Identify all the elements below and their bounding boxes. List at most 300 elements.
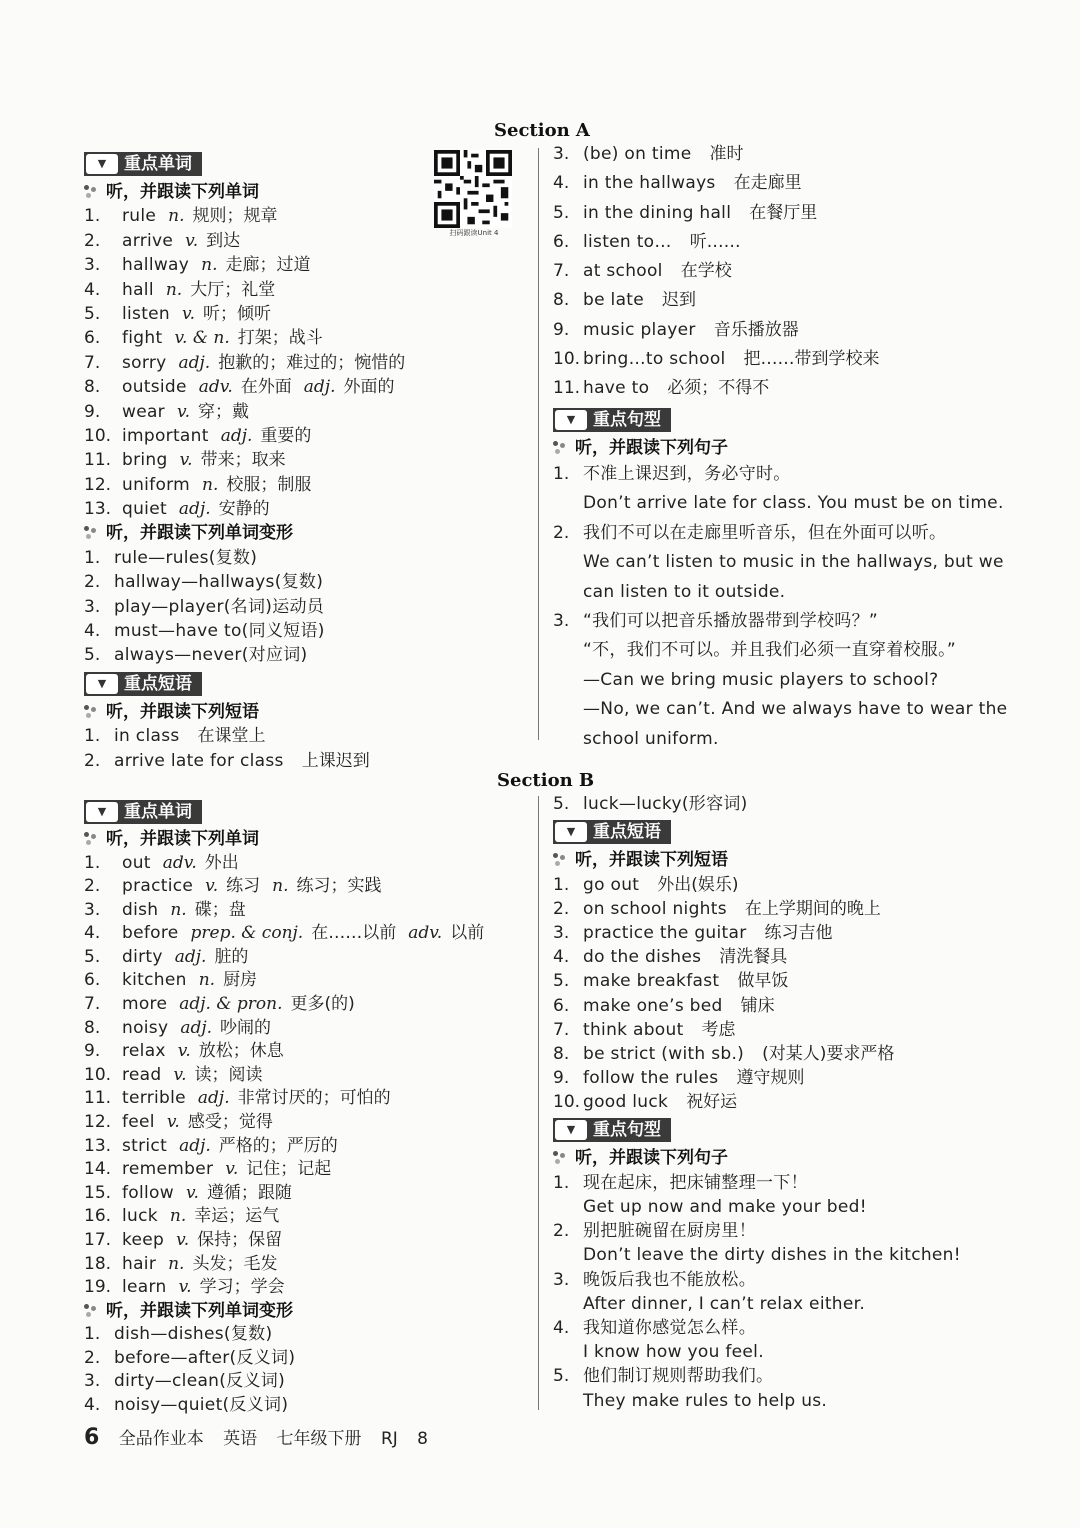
form-row	[84, 546, 405, 570]
phrase-chinese: 在课堂上	[197, 726, 266, 747]
item-number: 2.	[553, 898, 570, 919]
word-chinese: 读；阅读	[194, 1064, 263, 1085]
item-number: 1.	[84, 1324, 101, 1345]
word-row	[84, 326, 405, 350]
word-english: sorry	[122, 352, 167, 373]
item-number: 5.	[553, 1366, 570, 1387]
word-chinese: 头发；毛发	[192, 1253, 278, 1274]
word-row	[84, 1087, 484, 1111]
section-b-left-column	[84, 796, 484, 1418]
audio-dots-icon[interactable]	[84, 832, 98, 846]
chevron-down-icon: ▼	[555, 1120, 587, 1140]
word-row	[84, 400, 405, 424]
word-row	[84, 278, 405, 302]
word-chinese: 外出	[204, 852, 239, 873]
sentence-text: Don’t leave the dirty dishes in the kitchen!	[583, 1245, 961, 1266]
section-a-phrase-list-right	[553, 140, 1007, 404]
item-number: 3.	[553, 1269, 570, 1290]
phrase-row	[553, 257, 1007, 286]
phrase-chinese: 做早饭	[737, 971, 789, 992]
word-row	[84, 1017, 484, 1041]
item-number: 13.	[84, 1135, 112, 1156]
word-chinese: 厨房	[223, 970, 258, 991]
word-chinese-2: 以前	[450, 923, 485, 944]
sentence-text: We can’t listen to music in the hallways, but we	[583, 552, 1004, 573]
item-number: 10.	[84, 1064, 112, 1085]
word-english: learn	[122, 1277, 167, 1298]
section-b-listen-phrases-heading: 听，并跟读下列短语	[553, 848, 961, 872]
sentence-text: 我知道你感觉怎么样。	[583, 1317, 756, 1338]
item-number: 4.	[84, 621, 101, 642]
chevron-down-icon: ▼	[86, 802, 118, 822]
item-number: 5.	[84, 645, 101, 666]
form-text: dish—dishes(复数)	[114, 1324, 273, 1345]
part-of-speech: adj.	[180, 1017, 213, 1038]
item-number: 7.	[553, 261, 570, 282]
phrase-english: music player	[583, 319, 696, 340]
phrase-chinese: 祝好运	[686, 1092, 738, 1113]
sentence-line	[553, 578, 1007, 607]
part-of-speech: prep. & conj.	[190, 923, 304, 944]
word-chinese: 校服；制服	[226, 474, 312, 495]
form-text: must—have to(同义短语)	[114, 621, 325, 642]
sentence-text: 他们制订规则帮助我们。	[583, 1366, 774, 1387]
section-a-phrase-list-left	[84, 724, 405, 773]
section-b-forms-list-left	[84, 1323, 484, 1417]
column-divider-a	[538, 148, 539, 740]
section-a-forms-list	[84, 546, 405, 668]
phrase-row	[553, 921, 961, 945]
section-a-title: Section A	[494, 120, 590, 141]
word-english: before	[122, 923, 179, 944]
phrase-row	[553, 897, 961, 921]
item-number: 1.	[553, 1172, 570, 1193]
phrase-english: at school	[583, 261, 663, 282]
form-row	[84, 595, 405, 619]
sentence-text: 不准上课迟到，务必守时。	[583, 464, 791, 485]
item-number: 10.	[553, 349, 581, 370]
form-text: play—player(名词)运动员	[114, 596, 325, 617]
code: 8	[417, 1429, 428, 1449]
phrase-english: follow the rules	[583, 1068, 719, 1089]
word-english: important	[122, 425, 209, 446]
word-chinese: 大厅；礼堂	[190, 279, 276, 300]
phrase-english: have to	[583, 378, 650, 399]
section-a-word-list	[84, 204, 405, 521]
sentence-text: I know how you feel.	[583, 1342, 764, 1363]
item-number: 3.	[553, 922, 570, 943]
word-english: arrive	[122, 230, 174, 251]
item-number: 6.	[553, 231, 570, 252]
item-number: 2.	[84, 230, 101, 251]
sentence-line	[553, 1340, 961, 1364]
part-of-speech-2: n.	[272, 876, 289, 897]
phrase-row	[553, 169, 1007, 198]
item-number: 1.	[553, 464, 570, 485]
form-row	[84, 643, 405, 667]
word-chinese: 练习	[226, 876, 261, 897]
item-number: 9.	[553, 319, 570, 340]
word-chinese: 脏的	[214, 946, 249, 967]
phrase-english: in the dining hall	[583, 202, 732, 223]
phrase-chinese: 必须；不得不	[667, 378, 770, 399]
word-chinese: 保持；保留	[197, 1230, 283, 1250]
phrase-english: go out	[583, 874, 640, 895]
form-row	[84, 1394, 484, 1418]
phrase-row	[84, 724, 405, 748]
item-number: 9.	[84, 401, 101, 422]
word-english: dish	[122, 899, 159, 920]
part-of-speech: v.	[176, 401, 190, 422]
word-english: noisy	[122, 1017, 169, 1038]
word-chinese: 遵循；跟随	[206, 1182, 292, 1203]
word-chinese: 吵闹的	[220, 1017, 272, 1038]
word-chinese: 碟；盘	[194, 899, 246, 920]
phrase-chinese: 清洗餐具	[719, 947, 788, 968]
word-chinese: 走廊；过道	[225, 255, 311, 276]
word-chinese: 带来；取来	[200, 450, 286, 471]
phrase-row	[553, 969, 961, 993]
word-chinese: 记住；记起	[246, 1159, 332, 1180]
phrase-row	[553, 345, 1007, 374]
word-chinese: 非常讨厌的；可怕的	[237, 1088, 391, 1109]
form-row	[84, 619, 405, 643]
item-number: 7.	[84, 352, 101, 373]
word-english: remember	[122, 1159, 214, 1180]
word-row	[84, 1205, 484, 1229]
word-english: hair	[122, 1253, 157, 1274]
word-english: uniform	[122, 474, 191, 495]
form-text: always—never(对应词)	[114, 645, 308, 666]
item-number: 5.	[553, 971, 570, 992]
phrase-english: bring…to school	[583, 349, 726, 370]
word-row	[84, 1158, 484, 1182]
word-english: luck	[122, 1206, 158, 1227]
phrase-chinese: 听……	[689, 231, 741, 252]
word-chinese: 更多(的)	[290, 994, 355, 1015]
sentence-line	[553, 607, 1007, 636]
word-chinese: 安静的	[218, 499, 270, 520]
word-row	[84, 497, 405, 521]
word-chinese-2: 练习；实践	[296, 876, 382, 897]
sentence-line	[553, 1292, 961, 1316]
section-b-sentence-list	[553, 1171, 961, 1413]
phrase-english: practice the guitar	[583, 922, 747, 943]
audio-dots-icon[interactable]	[84, 185, 98, 199]
word-row	[84, 204, 405, 228]
part-of-speech: adj.	[178, 352, 211, 373]
qr-code-icon[interactable]	[434, 150, 512, 228]
item-number: 6.	[84, 328, 101, 349]
chevron-down-icon: ▼	[555, 410, 587, 430]
section-a-vocab-badge: ▼ 重点单词	[84, 152, 202, 176]
phrase-row	[553, 945, 961, 969]
word-row	[84, 899, 484, 923]
section-a-listen-words-heading: 听，并跟读下列单词	[84, 180, 405, 204]
section-a-right-column	[553, 140, 1007, 754]
item-number: 4.	[553, 1317, 570, 1338]
word-english: read	[122, 1064, 162, 1085]
section-a-left-column	[84, 148, 405, 773]
section-b-forms-list-right	[553, 792, 961, 816]
sentence-text: —Can we bring music players to school?	[583, 669, 939, 690]
sentence-line	[553, 1268, 961, 1292]
word-chinese: 幸运；运气	[194, 1206, 280, 1227]
item-number: 18.	[84, 1253, 112, 1274]
word-english: hallway	[122, 255, 190, 276]
form-text: noisy—quiet(反义词)	[114, 1395, 289, 1416]
part-of-speech: v.	[225, 1159, 239, 1180]
sentence-text: They make rules to help us.	[583, 1390, 828, 1411]
part-of-speech: v.	[177, 1041, 191, 1062]
item-number: 17.	[84, 1230, 112, 1250]
phrase-chinese: 外出(娱乐)	[657, 874, 739, 895]
phrase-row	[553, 140, 1007, 169]
part-of-speech: adj.	[174, 946, 207, 967]
word-english: rule	[122, 206, 157, 227]
item-number: 12.	[84, 1112, 112, 1133]
phrase-chinese: 铺床	[740, 995, 775, 1016]
word-chinese: 打架；战斗	[237, 328, 323, 349]
sentence-line	[553, 1364, 961, 1388]
item-number: 2.	[553, 522, 570, 543]
word-row	[84, 1135, 484, 1159]
sentence-line	[553, 489, 1007, 518]
phrase-english: (be) on time	[583, 144, 692, 164]
part-of-speech: v.	[176, 1230, 190, 1250]
part-of-speech: n.	[165, 279, 183, 300]
section-b-title: Section B	[497, 770, 595, 791]
part-of-speech: v.	[179, 450, 193, 471]
item-number: 3.	[84, 1371, 101, 1392]
form-row	[84, 1370, 484, 1394]
page-number: 6	[84, 1425, 100, 1450]
phrase-chinese: 遵守规则	[736, 1068, 805, 1089]
word-row	[84, 946, 484, 970]
part-of-speech: v.	[173, 1064, 187, 1085]
word-row	[84, 1276, 484, 1300]
word-chinese: 放松；休息	[198, 1041, 284, 1062]
part-of-speech-2: adv.	[408, 923, 443, 944]
word-row	[84, 253, 405, 277]
sentence-text: Get up now and make your bed!	[583, 1197, 867, 1218]
phrase-english: arrive late for class	[114, 750, 284, 771]
word-english: bring	[122, 450, 168, 471]
part-of-speech: v.	[185, 1182, 199, 1203]
section-a-phrase-badge: ▼ 重点短语	[84, 672, 202, 696]
book-title: 全品作业本	[118, 1429, 204, 1449]
word-english: relax	[122, 1041, 166, 1062]
word-english: strict	[122, 1135, 168, 1156]
word-chinese: 在外面	[240, 377, 292, 398]
phrase-english: be strict (with sb.)	[583, 1043, 745, 1064]
word-chinese: 听；倾听	[203, 303, 272, 324]
item-number: 1.	[553, 874, 570, 895]
word-row	[84, 302, 405, 326]
word-row	[84, 1064, 484, 1088]
audio-dots-icon[interactable]	[84, 705, 98, 719]
item-number: 3.	[553, 611, 570, 632]
item-number: 7.	[84, 994, 101, 1015]
item-number: 12.	[84, 474, 112, 495]
item-number: 4.	[84, 923, 101, 944]
phrase-english: listen to…	[583, 231, 672, 252]
audio-dots-icon[interactable]	[84, 526, 98, 540]
section-a-sentence-badge: ▼ 重点句型	[553, 408, 671, 432]
sentence-line	[553, 548, 1007, 577]
section-b-listen-sentences-heading: 听，并跟读下列句子	[553, 1146, 961, 1170]
item-number: 10.	[553, 1092, 581, 1113]
item-number: 1.	[84, 852, 101, 873]
audio-dots-icon[interactable]	[84, 1304, 98, 1318]
item-number: 15.	[84, 1182, 112, 1203]
sentence-line	[553, 695, 1007, 724]
item-number: 10.	[84, 425, 112, 446]
section-b-listen-forms-heading: 听，并跟读下列单词变形	[84, 1300, 484, 1324]
qr-caption: 扫码跟读Unit 4	[449, 229, 499, 237]
edition: RJ	[380, 1429, 398, 1449]
item-number: 5.	[84, 946, 101, 967]
sentence-text: can listen to it outside.	[583, 581, 786, 602]
sentence-text: 晚饭后我也不能放松。	[583, 1269, 756, 1290]
grade: 七年级下册	[276, 1429, 362, 1449]
word-row	[84, 351, 405, 375]
part-of-speech: adj.	[220, 425, 253, 446]
sentence-line	[553, 1389, 961, 1413]
phrase-chinese: 迟到	[662, 290, 697, 311]
item-number: 3.	[84, 899, 101, 920]
part-of-speech: n.	[201, 255, 218, 276]
sentence-text: 我们不可以在走廊里听音乐，但在外面可以听。	[583, 522, 947, 543]
word-english: practice	[122, 876, 194, 897]
section-a-listen-forms-heading: 听，并跟读下列单词变形	[84, 521, 405, 545]
word-english: terrible	[122, 1088, 186, 1109]
sentence-line	[553, 460, 1007, 489]
audio-dots-icon[interactable]	[553, 1151, 567, 1165]
phrase-row	[553, 994, 961, 1018]
section-b-phrase-badge: ▼ 重点短语	[553, 820, 671, 844]
word-chinese: 抱歉的；难过的；惋惜的	[218, 352, 406, 373]
phrase-chinese: 在餐厅里	[749, 202, 818, 223]
item-number: 1.	[84, 547, 101, 568]
sentence-text: school uniform.	[583, 728, 719, 749]
word-row	[84, 424, 405, 448]
sentence-line	[553, 1219, 961, 1243]
item-number: 11.	[84, 450, 112, 471]
word-chinese: 在……以前	[311, 923, 397, 944]
word-english: dirty	[122, 946, 163, 967]
part-of-speech: v.	[166, 1112, 180, 1133]
item-number: 3.	[84, 596, 101, 617]
item-number: 9.	[84, 1041, 101, 1062]
part-of-speech: adj.	[179, 1135, 211, 1156]
sentence-text: 别把脏碗留在厨房里！	[583, 1221, 756, 1242]
item-number: 2.	[553, 1221, 570, 1242]
word-chinese: 穿；戴	[197, 401, 249, 422]
sentence-text: —No, we can’t. And we always have to wear the	[583, 699, 1008, 720]
phrase-english: make one’s bed	[583, 995, 723, 1016]
item-number: 8.	[553, 290, 570, 311]
phrase-english: in class	[114, 726, 180, 747]
item-number: 9.	[553, 1068, 570, 1089]
part-of-speech: adj. & pron.	[179, 994, 283, 1015]
item-number: 1.	[84, 726, 101, 747]
word-chinese: 学习；学会	[199, 1277, 285, 1298]
part-of-speech: n.	[198, 970, 216, 991]
word-english: out	[122, 852, 151, 873]
phrase-chinese: 把……带到学校来	[743, 349, 880, 370]
word-english: outside	[122, 377, 187, 398]
word-row	[84, 852, 484, 876]
sentence-line	[553, 1171, 961, 1195]
word-english: feel	[122, 1112, 155, 1133]
word-row	[84, 993, 484, 1017]
item-number: 3.	[84, 255, 101, 276]
phrase-chinese: 音乐播放器	[713, 319, 799, 340]
item-number: 1.	[84, 206, 101, 227]
sentence-text: “我们可以把音乐播放器带到学校吗？”	[583, 611, 879, 632]
item-number: 19.	[84, 1277, 112, 1298]
part-of-speech: adv.	[162, 852, 197, 873]
part-of-speech: adj.	[178, 499, 211, 520]
part-of-speech: v.	[185, 230, 199, 251]
sentence-text: “不，我们不可以。并且我们必须一直穿着校服。”	[583, 640, 957, 661]
chevron-down-icon: ▼	[86, 674, 118, 694]
part-of-speech: n.	[168, 1253, 185, 1274]
item-number: 8.	[84, 1017, 101, 1038]
word-english: follow	[122, 1182, 174, 1203]
phrase-row	[84, 749, 405, 773]
audio-dots-icon[interactable]	[553, 853, 567, 867]
section-a-sentence-list	[553, 460, 1007, 754]
item-number: 5.	[553, 794, 570, 814]
word-chinese: 严格的；严厉的	[218, 1135, 338, 1156]
phrase-english: be late	[583, 290, 645, 311]
audio-dots-icon[interactable]	[553, 441, 567, 455]
word-english: listen	[122, 303, 171, 324]
phrase-english: in the hallways	[583, 173, 716, 194]
word-row	[84, 1229, 484, 1253]
sentence-text: 现在起床，把床铺整理一下！	[583, 1172, 808, 1193]
part-of-speech: n.	[168, 206, 185, 227]
item-number: 16.	[84, 1206, 112, 1227]
page-footer	[84, 1424, 442, 1450]
item-number: 8.	[553, 1043, 570, 1064]
section-b-phrase-list	[553, 873, 961, 1115]
chevron-down-icon: ▼	[555, 822, 587, 842]
word-row	[84, 1182, 484, 1206]
word-row	[84, 1111, 484, 1135]
phrase-row	[553, 1090, 961, 1114]
section-b-word-list	[84, 852, 484, 1300]
item-number: 14.	[84, 1159, 112, 1180]
item-number: 5.	[553, 202, 570, 223]
phrase-english: do the dishes	[583, 947, 702, 968]
part-of-speech: n.	[202, 474, 219, 495]
item-number: 8.	[84, 377, 101, 398]
word-english: hall	[122, 279, 154, 300]
word-row	[84, 229, 405, 253]
form-text: luck—lucky(形容词)	[583, 794, 748, 814]
phrase-chinese: 上课迟到	[301, 750, 370, 771]
phrase-row	[553, 228, 1007, 257]
form-row	[84, 1347, 484, 1371]
word-chinese-2: 外面的	[343, 377, 395, 398]
word-row	[84, 969, 484, 993]
form-row	[84, 1323, 484, 1347]
item-number: 6.	[553, 995, 570, 1016]
subject: 英语	[223, 1429, 258, 1449]
